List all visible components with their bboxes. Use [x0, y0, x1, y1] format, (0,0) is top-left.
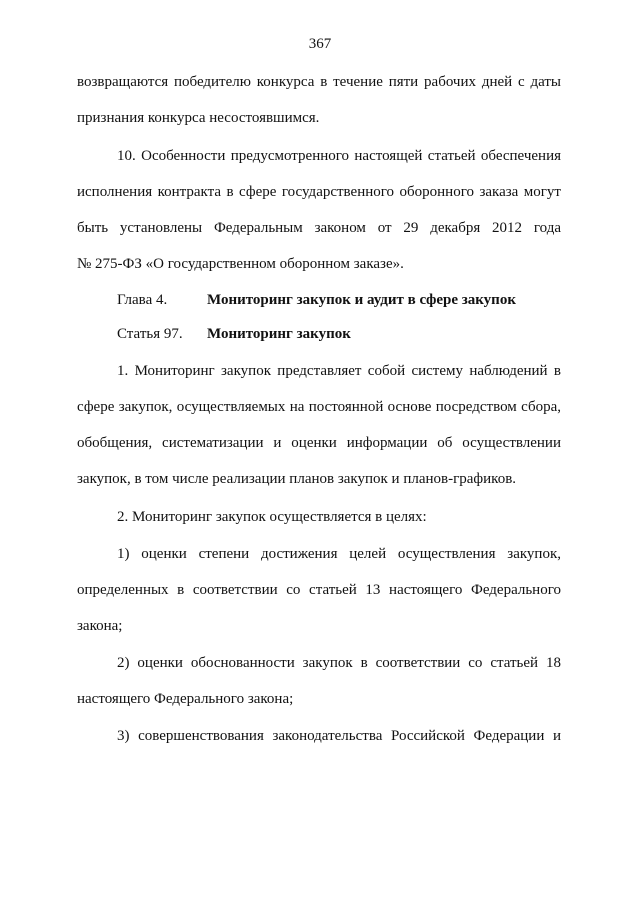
- paragraph-first-line: 10. Особенности предусмотренного настоящей статьей обеспечения: [117, 148, 561, 164]
- text-line: возвращаются победителю конкурса в течение пяти рабочих дней с даты: [77, 74, 561, 90]
- text-line: исполнения контракта в сфере государственного оборонного заказа могут: [77, 184, 561, 200]
- paragraph-first-line: 1. Мониторинг закупок представляет собой систему наблюдений в: [117, 363, 561, 379]
- article-title: Мониторинг закупок: [207, 326, 351, 342]
- text-line: признания конкурса несостоявшимся.: [77, 110, 320, 126]
- chapter-title: Мониторинг закупок и аудит в сфере закупок: [207, 292, 516, 308]
- text-line: № 275-ФЗ «О государственном оборонном заказе».: [77, 256, 404, 272]
- paragraph-first-line: 2) оценки обоснованности закупок в соответствии со статьей 18: [117, 655, 561, 671]
- paragraph-first-line: 3) совершенствования законодательства Российской Федерации и: [117, 728, 561, 744]
- text-line: настоящего Федерального закона;: [77, 691, 294, 707]
- text-line: закупок, в том числе реализации планов закупок и планов-графиков.: [77, 471, 517, 487]
- text-line: сфере закупок, осуществляемых на постоянной основе посредством сбора,: [77, 399, 561, 415]
- chapter-label: Глава 4.: [117, 292, 168, 308]
- paragraph-first-line: 1) оценки степени достижения целей осуществления закупок,: [117, 546, 561, 562]
- text-line: определенных в соответствии со статьей 13 настоящего Федерального: [77, 582, 561, 598]
- text-line: обобщения, систематизации и оценки информации об осуществлении: [77, 435, 561, 451]
- paragraph-first-line: 2. Мониторинг закупок осуществляется в целях:: [117, 509, 427, 525]
- page-number: 367: [308, 36, 332, 52]
- article-label: Статья 97.: [117, 326, 183, 342]
- text-line: закона;: [77, 618, 123, 634]
- text-line: быть установлены Федеральным законом от 29 декабря 2012 года: [77, 220, 561, 236]
